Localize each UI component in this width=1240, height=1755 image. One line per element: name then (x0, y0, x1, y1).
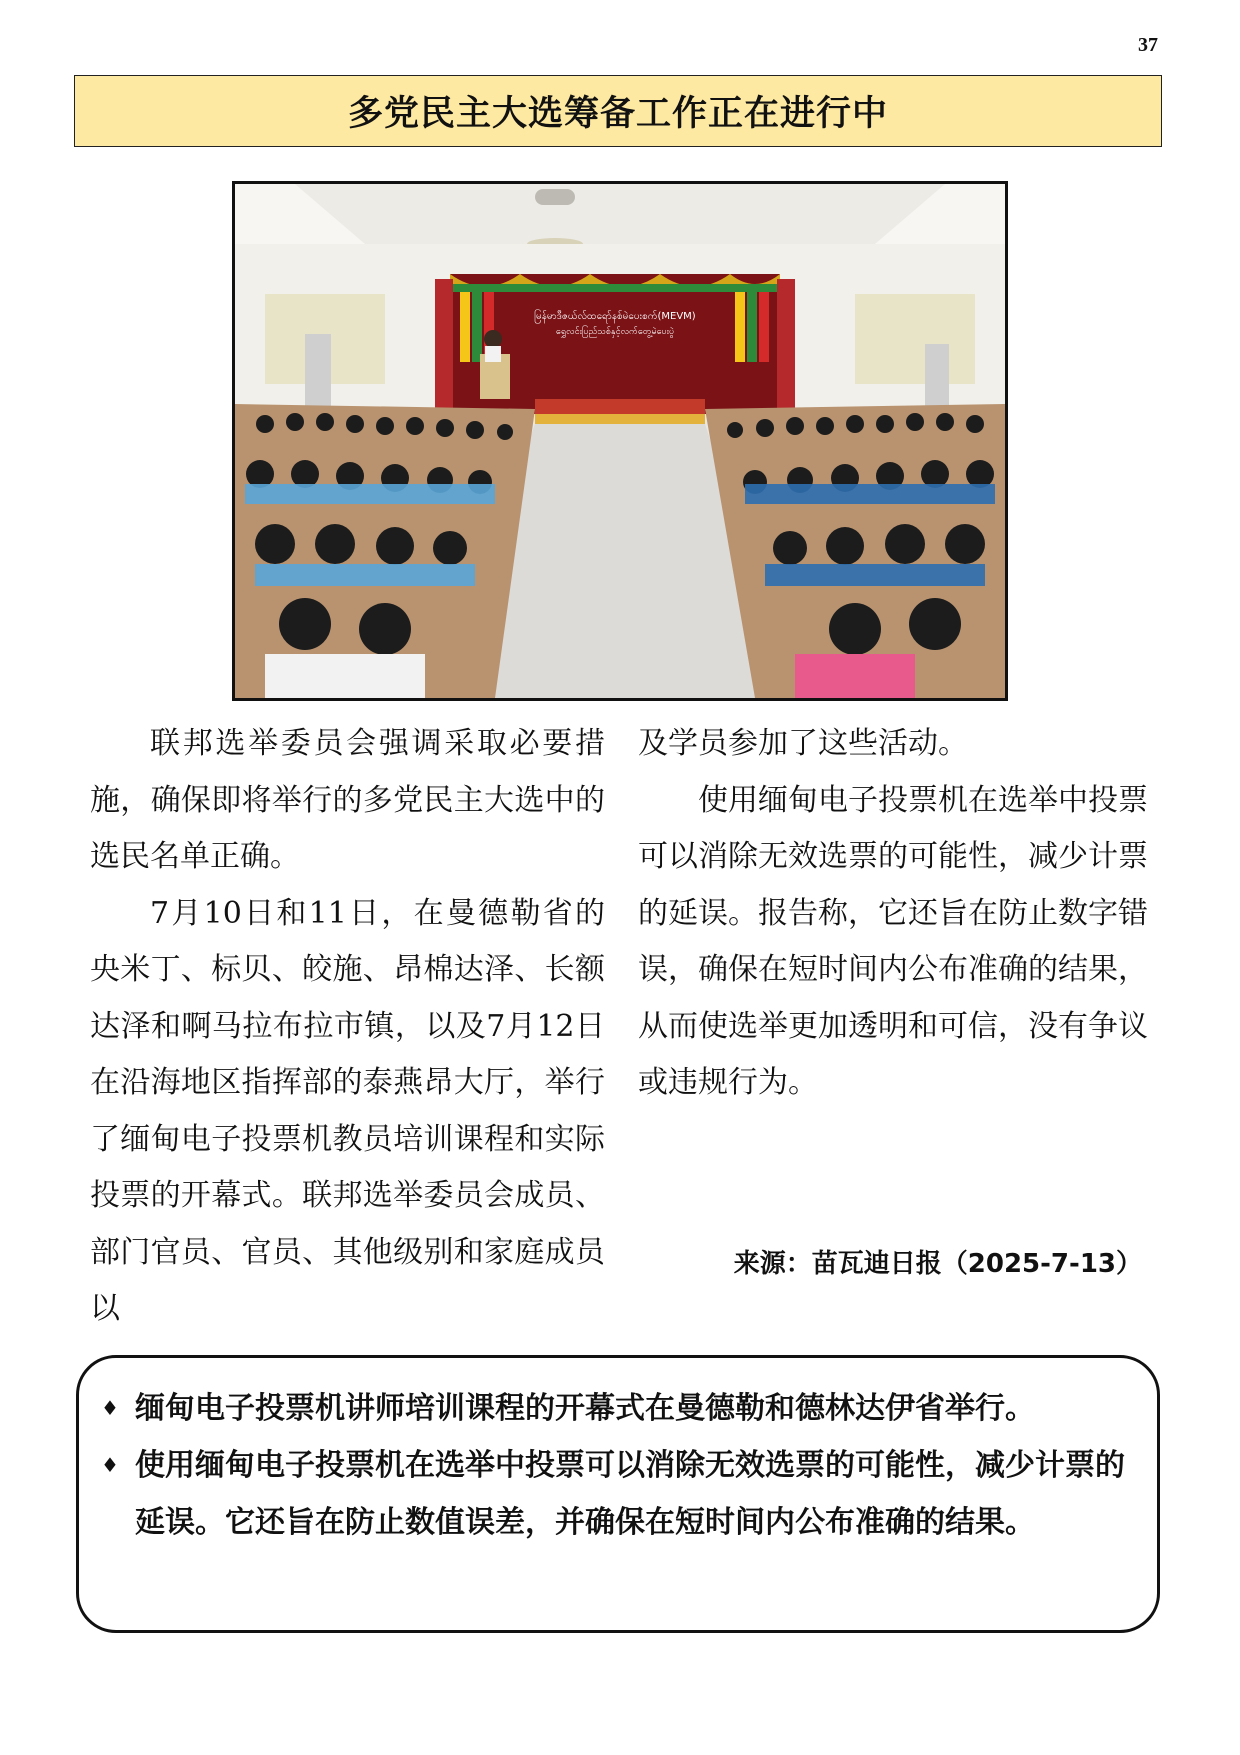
summary-item (99, 1437, 1133, 1551)
event-photo (232, 181, 1008, 701)
banner-text-line-2: ရွှေလင်းပြည်သစ်နှင့်လက်တွေ့မဲပေးပွဲ (555, 327, 675, 337)
summary-box (76, 1355, 1160, 1633)
article-source: 来源：苗瓦迪日报（2025-7-13） (733, 1249, 1142, 1279)
article-paragraph: 使用缅甸电子投票机在选举中投票可以消除无效选票的可能性，减少计票的延误。报告称，它还旨在防止数字错误，确保在短时间内公布准确的结果，从而使选举更加透明和可信，没有争议或违规行为。 (638, 782, 1148, 1100)
article-paragraph: 7月10日和11日，在曼德勒省的央米丁、标贝、皎施、昂棉达泽、长额达泽和啊马拉布拉市镇，以及7月12日在沿海地区指挥部的泰燕昂大厅，举行了缅甸电子投票机教员培训课程和实际投票的开幕式。联邦选举委员会成员、部门官员、官员、其他级别和家庭成员以 (90, 895, 605, 1326)
article-left-column (90, 716, 605, 1338)
article-right-column (638, 716, 1148, 1112)
hall-scene-illustration (235, 184, 1005, 698)
article-title: 多党民主大选筹备工作正在进行中 (74, 75, 1162, 147)
summary-item-text: 缅甸电子投票机讲师培训课程的开幕式在曼德勒和德林达伊省举行。 (135, 1391, 1035, 1426)
summary-list (99, 1380, 1133, 1551)
banner-text-line-1: မြန်မာဒီဇယ်လ်ထရော်နစ်မဲပေးစက်(MEVM) (534, 311, 696, 322)
page-number: 37 (1138, 34, 1158, 56)
diamond-bullet-icon: ♦ (101, 1396, 119, 1420)
diamond-bullet-icon: ♦ (101, 1453, 119, 1477)
article-paragraph-continuation: 及学员参加了这些活动。 (638, 726, 968, 761)
article-paragraph: 联邦选举委员会强调采取必要措施，确保即将举行的多党民主大选中的选民名单正确。 (90, 726, 605, 874)
summary-item (99, 1380, 1133, 1437)
summary-item-text: 使用缅甸电子投票机在选举中投票可以消除无效选票的可能性，减少计票的延误。它还旨在防止数值误差，并确保在短时间内公布准确的结果。 (135, 1448, 1125, 1540)
